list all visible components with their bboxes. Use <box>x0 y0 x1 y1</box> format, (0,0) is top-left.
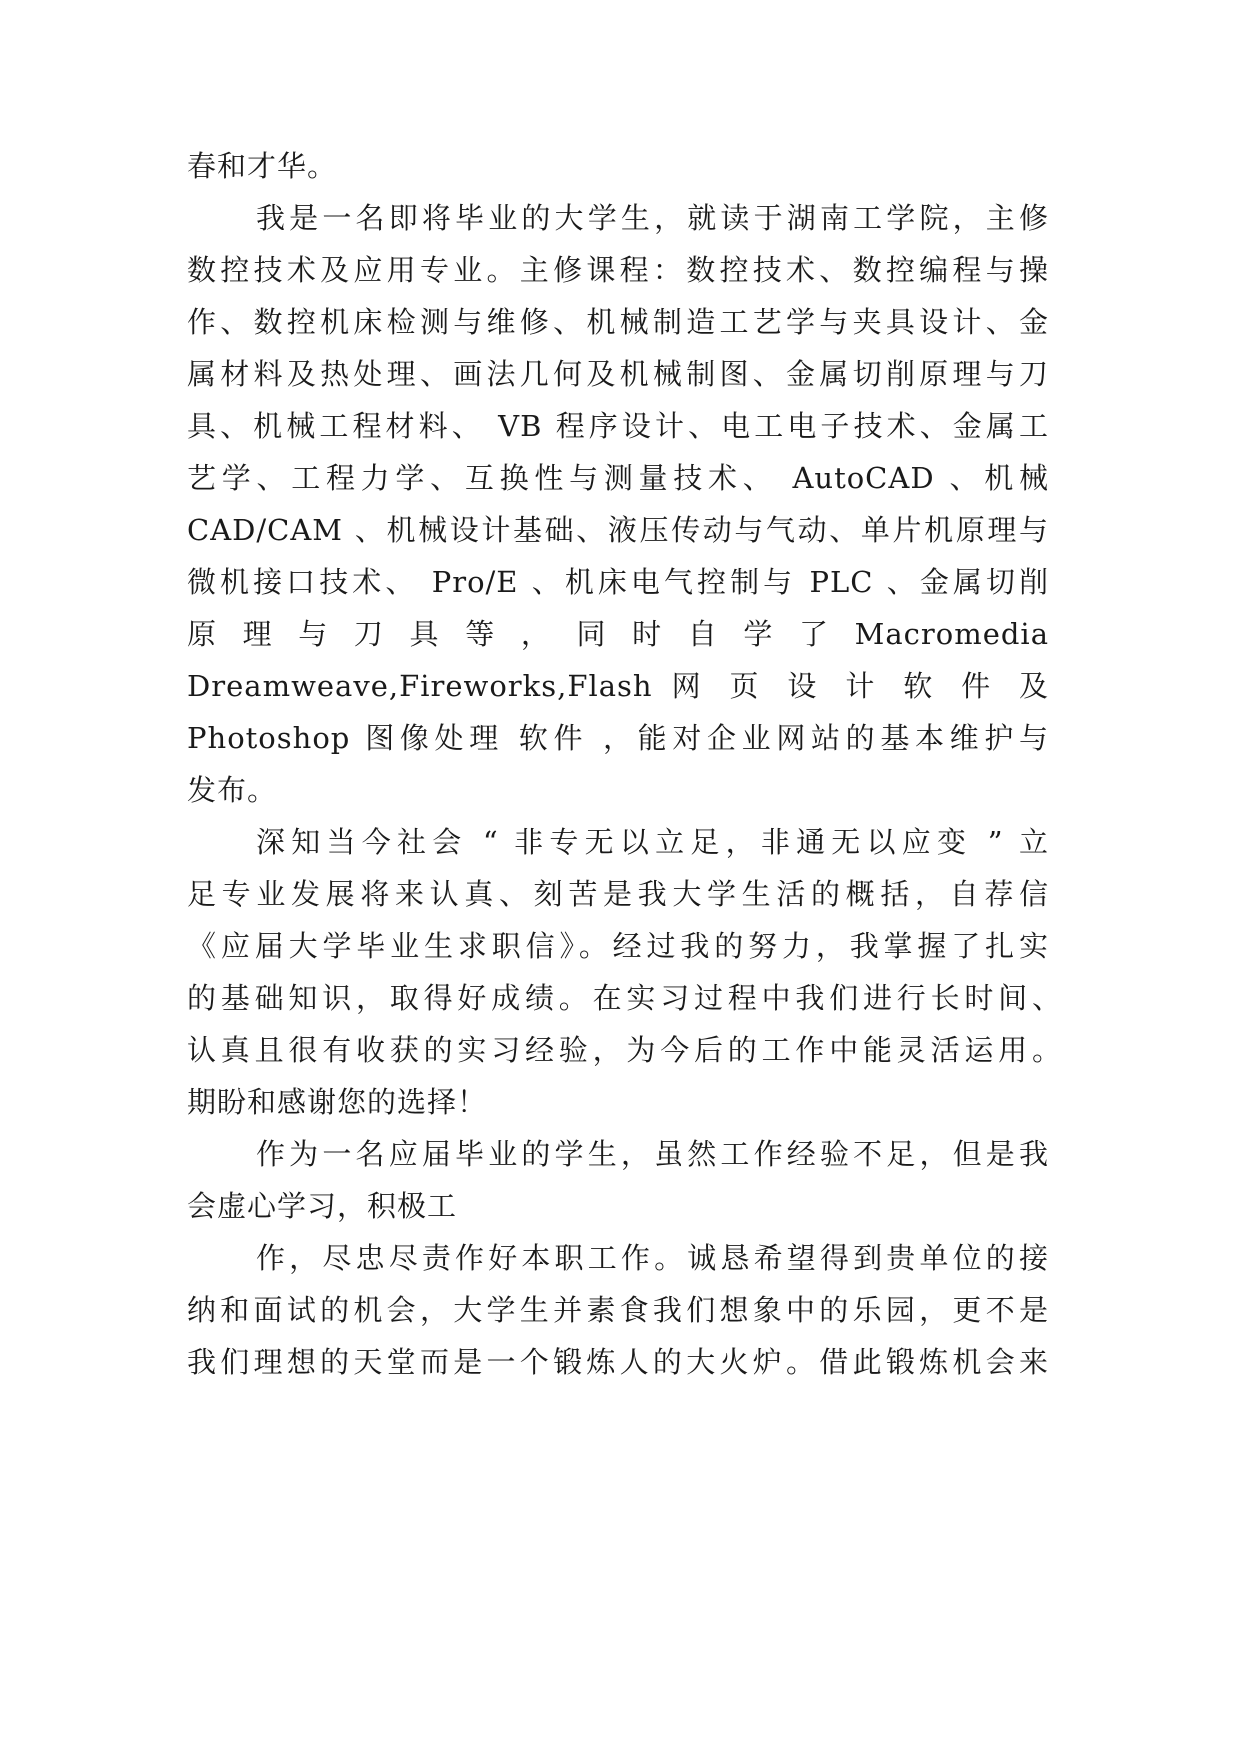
text-line: 我是一名即将毕业的大学生，就读于湖南工学院，主修 <box>256 201 1049 235</box>
text-line: 具、机械工程材料、 VB 程序设计、电工电子技术、金属工 <box>187 409 1049 443</box>
text-line: 艺学、工程力学、互换性与测量技术、 AutoCAD 、机械 <box>187 461 1049 495</box>
text-line: 期盼和感谢您的选择！ <box>187 1085 488 1119</box>
text-line: 的基础知识，取得好成绩。在实习过程中我们进行长时间、 <box>187 981 1062 1015</box>
text-line: 作为一名应届毕业的学生，虽然工作经验不足，但是我 <box>256 1137 1049 1171</box>
text-line: Photoshop 图像处理 软件 ，能对企业网站的基本维护与 <box>187 721 1049 755</box>
text-line: 深知当今社会 “ 非专无以立足，非通无以应变 ” 立 <box>256 825 1049 859</box>
text-line: CAD/CAM 、机械设计基础、液压传动与气动、单片机原理与 <box>187 513 1049 547</box>
text-line: 《应届大学毕业生求职信》。经过我的努力，我掌握了扎实 <box>187 929 1049 963</box>
text-line: 我们理想的天堂而是一个锻炼人的大火炉。借此锻炼机会来 <box>187 1345 1049 1379</box>
text-line: 发布。 <box>187 773 278 807</box>
text-line: 作、数控机床检测与维修、机械制造工艺学与夹具设计、金 <box>187 305 1049 339</box>
text-line: 会虚心学习，积极工 <box>187 1189 458 1223</box>
text-line: 认真且很有收获的实习经验，为今后的工作中能灵活运用。 <box>187 1033 1062 1067</box>
text-line: 春和才华。 <box>187 149 338 183</box>
text-line: 属材料及热处理、画法几何及机械制图、金属切削原理与刀 <box>187 357 1049 391</box>
text-line: 微机接口技术、 Pro/E 、机床电气控制与 PLC 、金属切削 <box>187 565 1049 599</box>
text-line: Dreamweave,Fireworks,Flash 网 页 设 计 软 件 及 <box>187 669 1049 703</box>
text-line: 原 理 与 刀 具 等 ， 同 时 自 学 了 Macromedia <box>187 617 1049 651</box>
text-line: 足专业发展将来认真、刻苦是我大学生活的概括，自荐信 <box>187 877 1049 911</box>
text-line: 作，尽忠尽责作好本职工作。诚恳希望得到贵单位的接 <box>256 1241 1049 1275</box>
text-line: 纳和面试的机会，大学生并素食我们想象中的乐园，更不是 <box>187 1293 1049 1327</box>
text-line: 数控技术及应用专业。主修课程：数控技术、数控编程与操 <box>187 253 1049 287</box>
